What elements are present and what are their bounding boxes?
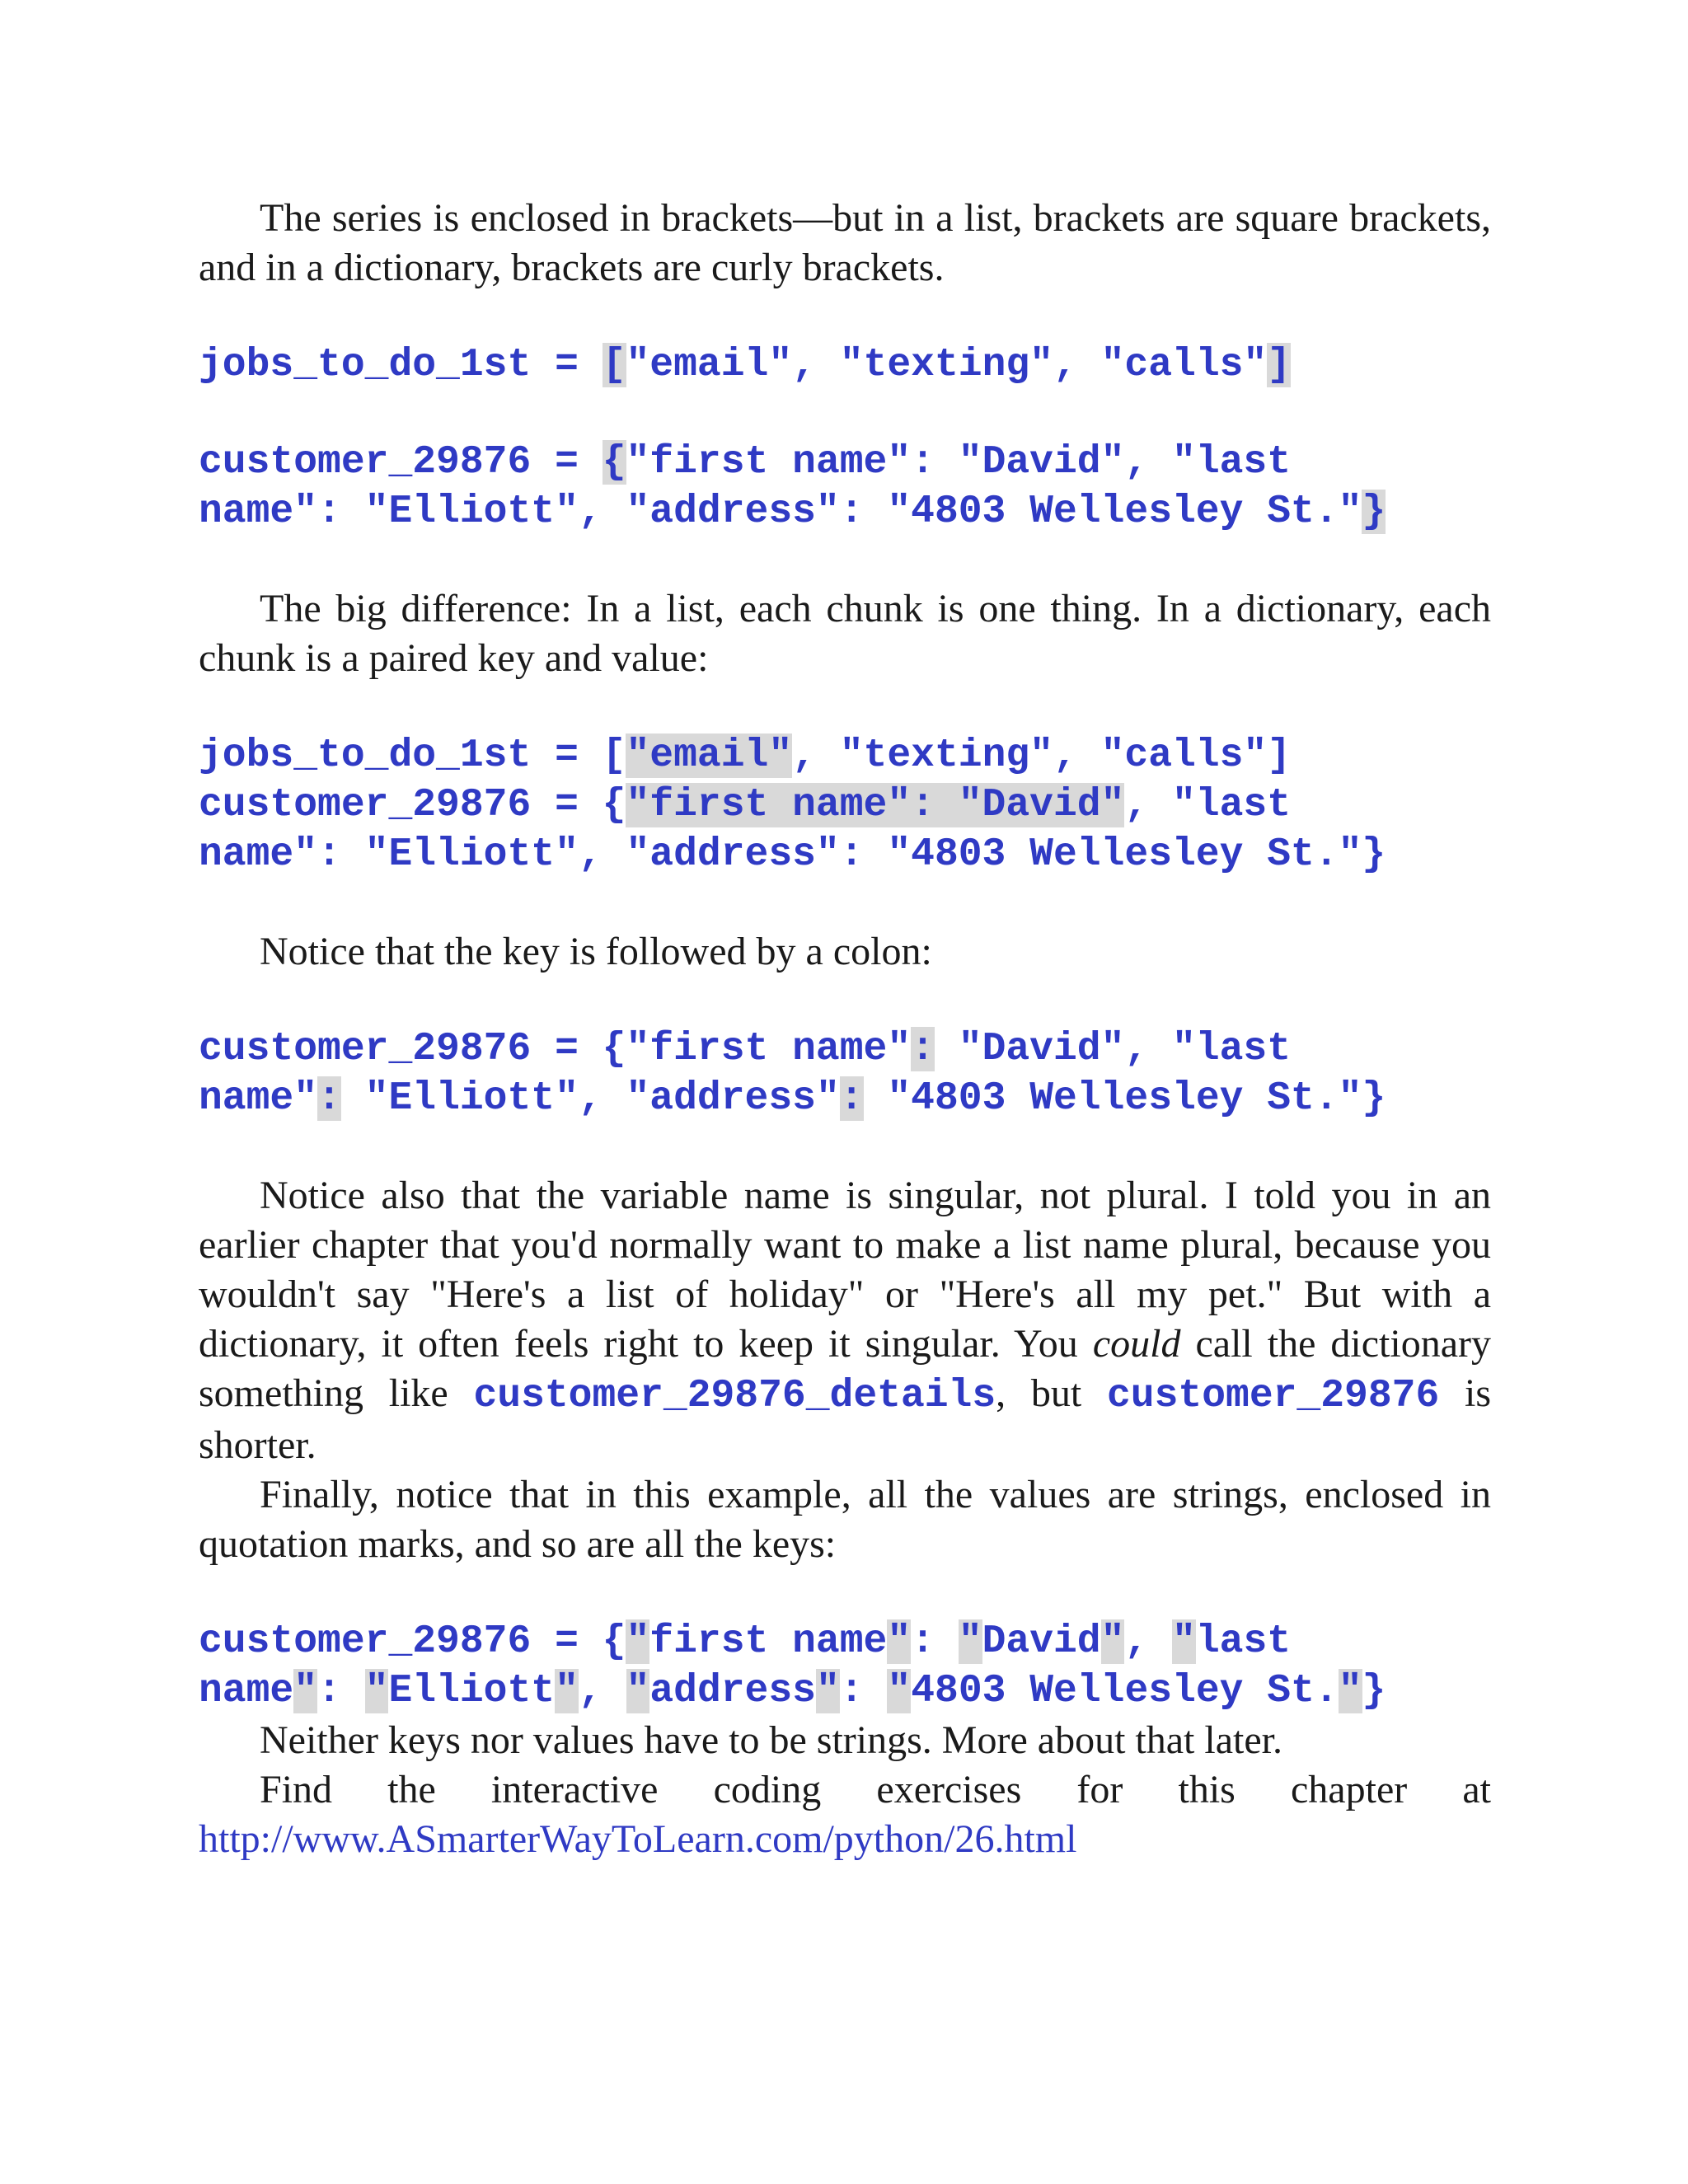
code-text: name": "Elliott", "address": "4803 Wellesley St."} <box>199 832 1386 877</box>
highlight-quote: " <box>1172 1619 1196 1664</box>
inline-code-customer: customer_29876 <box>1106 1374 1440 1418</box>
code-text: customer_29876 = { <box>199 1619 626 1664</box>
code-text: 4803 Wellesley St. <box>911 1669 1339 1713</box>
highlight-list-chunk: "email" <box>626 733 793 778</box>
code-text: "4803 Wellesley St."} <box>863 1076 1386 1121</box>
code-text: Elliott <box>388 1669 556 1713</box>
code-text: last <box>1195 1619 1292 1664</box>
highlight-quote: " <box>626 1669 650 1713</box>
paragraph-difference: The big difference: In a list, each chunk is one thing. In a dictionary, each chunk is a paired key and value: <box>199 587 1491 680</box>
highlight-quote: " <box>626 1619 650 1664</box>
code-text: address <box>649 1669 816 1713</box>
code-text: jobs_to_do_1st = <box>199 343 603 387</box>
code-text: : <box>317 1669 365 1713</box>
code-text: "David", "last <box>934 1027 1292 1071</box>
emphasis-could: could <box>1092 1322 1181 1366</box>
code-colon-example <box>199 1024 1491 1123</box>
paragraph-brackets: The series is enclosed in brackets—but in a list, brackets are square brackets, and in a dictionary, brackets are curly brackets. <box>199 196 1491 289</box>
highlight-quote: " <box>887 1619 912 1664</box>
highlight-quote: " <box>555 1669 579 1713</box>
text: Notice also that the variable name is singular, not plural. I told you in an earlier chapter that you'd normally want to make a list name plural, because you wouldn't say "Here's a list of holiday" or "Here's all my pet." But with a dictionary, it often feels right to keep it singular. You <box>199 1174 1491 1366</box>
paragraph-colon: Notice that the key is followed by a colon: <box>260 930 932 973</box>
code-text: David <box>982 1619 1101 1664</box>
code-text: jobs_to_do_1st = [ <box>199 733 626 778</box>
code-dict-example <box>199 438 1491 537</box>
code-text: "email", "texting", "calls" <box>626 343 1268 387</box>
highlight-colon: : <box>839 1076 864 1121</box>
code-text: customer_29876 = <box>199 440 603 485</box>
code-text: customer_29876 = {"first name" <box>199 1027 912 1071</box>
highlight-close-bracket: ] <box>1267 343 1292 387</box>
highlight-quote: " <box>1338 1669 1362 1713</box>
highlight-open-bracket: [ <box>602 343 626 387</box>
text: , but <box>996 1371 1107 1415</box>
code-text: name <box>199 1669 294 1713</box>
code-text: } <box>1362 1669 1386 1713</box>
highlight-quote: " <box>815 1669 840 1713</box>
code-text: , <box>1124 1619 1173 1664</box>
code-text: "Elliott", "address" <box>340 1076 840 1121</box>
paragraph-exercises: Find the interactive coding exercises for this chapter at <box>260 1768 1491 1811</box>
highlight-close-brace: } <box>1362 490 1386 534</box>
highlight-open-brace: { <box>602 440 626 485</box>
highlight-dict-chunk: "first name": "David" <box>626 783 1125 827</box>
highlight-quote: " <box>293 1669 318 1713</box>
paragraph-singular <box>199 1171 1491 1470</box>
code-text: : <box>839 1669 888 1713</box>
code-text: , "last <box>1124 783 1292 827</box>
paragraph-strings: Finally, notice that in this example, all the values are strings, enclosed in quotation marks, and so are all the keys: <box>199 1473 1491 1566</box>
highlight-quote: " <box>887 1669 912 1713</box>
document-page <box>199 194 1491 1864</box>
text: is shorter. <box>199 1371 1492 1467</box>
highlight-quote: " <box>1100 1619 1125 1664</box>
code-chunk-example <box>199 731 1491 879</box>
code-quotes-example <box>199 1617 1491 1716</box>
code-text: , <box>578 1669 626 1713</box>
code-text: first name <box>649 1619 888 1664</box>
paragraph-neither: Neither keys nor values have to be strings. More about that later. <box>260 1718 1282 1762</box>
code-text: customer_29876 = { <box>199 783 626 827</box>
code-text: "first name": "David", "last name": "Elliott", "address": "4803 Wellesley St." <box>199 440 1362 534</box>
highlight-colon: : <box>911 1027 935 1071</box>
highlight-colon: : <box>317 1076 341 1121</box>
text: call the dictionary something like <box>199 1322 1491 1415</box>
code-text: , "texting", "calls"] <box>792 733 1292 778</box>
inline-code-details: customer_29876_details <box>473 1374 996 1418</box>
highlight-quote: " <box>958 1619 982 1664</box>
exercises-link[interactable]: http://www.ASmarterWayToLearn.com/python/26.html <box>199 1817 1077 1861</box>
highlight-quote: " <box>364 1669 389 1713</box>
code-text: name" <box>199 1076 318 1121</box>
code-list-example <box>199 340 1491 390</box>
code-text: : <box>911 1619 959 1664</box>
